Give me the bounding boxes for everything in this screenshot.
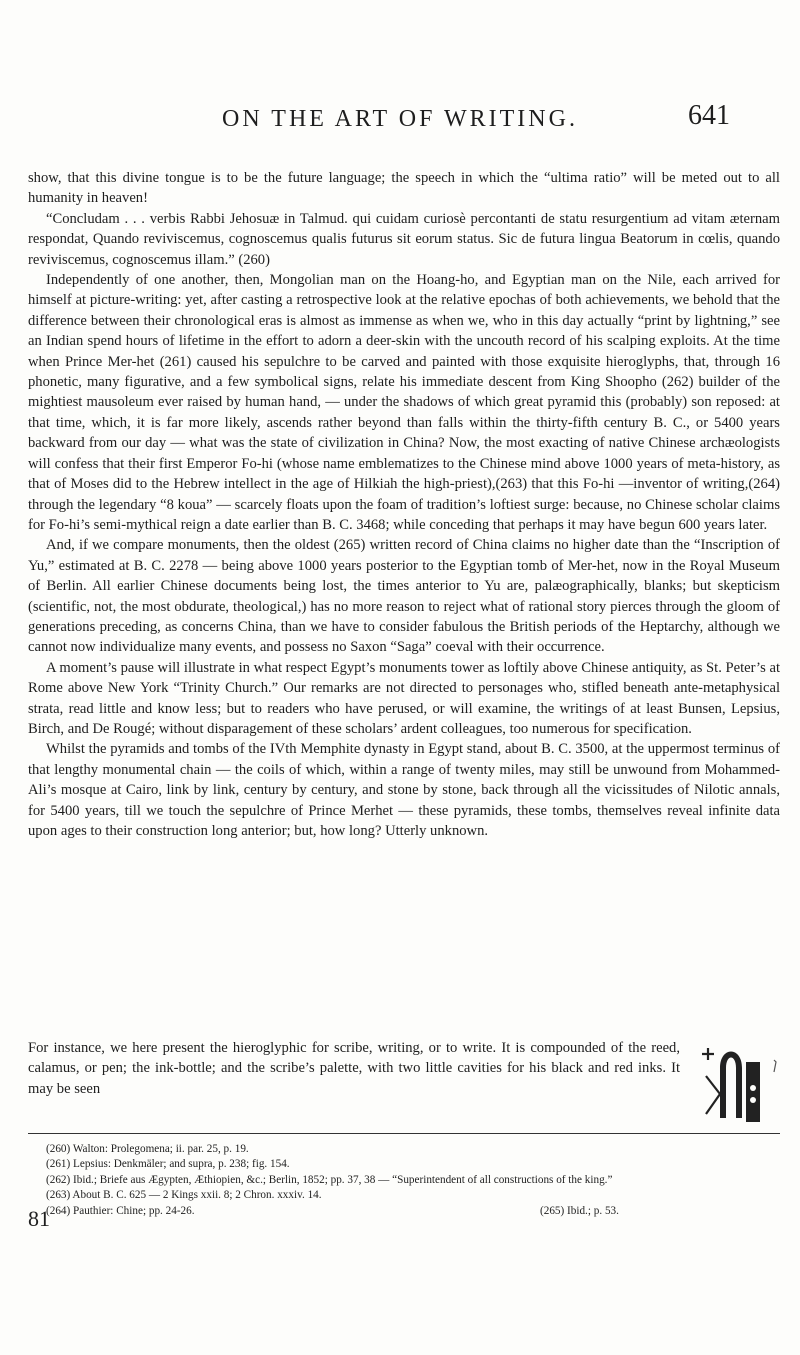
paragraph: Whilst the pyramids and tombs of the IVth Memphite dynasty in Egypt stand, about B. C. 3500, at the uppermost terminus of that lengthy monumental chain — the coils of which, within a range of twenty miles, may still be unwound from Mohammed-Ali’s mosque at Cairo, link by link, century by century, and stone by stone, back through all the vicissitudes of Nilotic annals, for 5400 years, till we touch the sepulchre of Prince Merhet — these pyramids, these tombs, themselves reveal infinite data upon ages to their construction long anterior; but, how long? Utterly unknown. xyxy=(28,741,780,839)
paragraph: Independently of one another, then, Mongolian man on the Hoang-ho, and Egyptian man on the Nile, each arrived for himself at picture-writing: yet, after casting a retrospective look at the relative epochas of both achievements, we behold that the difference between their chronological eras is almost as immense as when we, who in this day actually “print by lightning,” see an Indian spend hours of lifetime in the effort to adorn a deer-skin with the uncouth record of his scalping exploits. At the time when Prince Mer-het (261) caused his sepulchre to be carved and painted with those exquisite hieroglyphs, that, through 16 phonetic, many figurative, and a few symbolical signs, relate his immediate descent from King Shoopho (262) builder of the mightiest mausoleum ever raised by human hand, — under the shadows of which great pyramid this (probably) son reposed: at that time, which, it is far more likely, ascends rather beyond than falls within the thirty-fifth century B. C., or 5400 years backward from our day — what was the state of civilization in China? Now, the most exacting of native Chinese archæologists will confess that their first Emperor Fo-hi (whose name emblematizes to the Chinese mind above 1000 years of meta-history, as that of Moses did to the Hebrew intellect in the age of Hilkiah the high-priest),(263) that this Fo-hi —inventor of writing,(264) through the legendary “8 koua” — scarcely floats upon the foam of tradition’s loftiest surge: because, no Chinese scholar claims for Fo-hi’s semi-mythical reign a date earlier than B. C. 3468; while conceding that perhaps it may have begun 600 years later. xyxy=(28,272,780,533)
paragraph: For instance, we here present the hieroglyphic for scribe, writing, or to write. It is compounded of the reed, calamus, or pen; the ink-bottle; and the scribe’s palette, with two little cavities for his black and red inks. It may be seen xyxy=(28,1040,680,1097)
paragraph: show, that this divine tongue is to be the future language; the speech in which the “ultima ratio” will be meted out to all humanity in heaven! xyxy=(28,170,780,207)
latin-quote-paragraph: “Concludam . . . verbis Rabbi Jehosuæ in Talmud. qui cuidam curiosè percontanti de statu resurgentium ad vitam æternam respondat, Quando reviviscemus, cognoscemus qualis futurus sit eorum status. Sic de futura lingua Beatorum in cœlis, quando reviviscemus, cognoscemus illam.” (260) xyxy=(28,210,780,268)
footnote: (263) About B. C. 625 — 2 Kings xxii. 8; 2 Chron. xxxiv. 14. xyxy=(46,1189,322,1202)
bracket-mark xyxy=(774,1060,776,1072)
footnote: (261) Lepsius: Denkmäler; and supra, p. 238; fig. 154. xyxy=(46,1158,290,1171)
running-head-title: ON THE ART OF WRITING. xyxy=(222,106,578,132)
footnote: (264) Pauthier: Chine; pp. 24-26. xyxy=(46,1204,195,1217)
page-number: 641 xyxy=(688,100,730,131)
footnote-row xyxy=(28,1204,780,1219)
footnote-rule xyxy=(28,1133,780,1134)
footnote: (260) Walton: Prolegomena; ii. par. 25, p. 19. xyxy=(46,1143,249,1155)
scribe-palette-glyph xyxy=(746,1062,760,1122)
ink-bottle-glyph xyxy=(720,1052,742,1119)
footnotes xyxy=(28,1142,780,1219)
body-text xyxy=(28,168,780,841)
scribe-hieroglyph-figure xyxy=(686,1042,782,1126)
reed-stroke-glyph xyxy=(706,1076,720,1114)
paragraph: A moment’s pause will illustrate in what respect Egypt’s monuments tower as loftily above Chinese antiquity, as St. Peter’s at Rome above New York “Trinity Church.” Our remarks are not directed to personages who, stifled beneath ante-metaphysical strata, read little and know less; but to readers who have perused, or will examine, the writings of at least Bunsen, Lepsius, Birch, and De Rougé; without disparagement of these scholars’ ardent colleagues, too numerous for specification. xyxy=(28,659,780,737)
footnote: (265) Ibid.; p. 53. xyxy=(540,1204,619,1217)
hieroglyph-paragraph xyxy=(28,1038,780,1099)
signature-mark: 81 xyxy=(28,1206,50,1231)
running-head xyxy=(0,100,800,140)
paragraph: And, if we compare monuments, then the oldest (265) written record of China claims no higher date than the “Inscription of Yu,” estimated at B. C. 2278 — being above 1000 years posterior to the Egyptian tomb of Mer-het, now in the Royal Museum of Berlin. All earlier Chinese documents being lost, the times anterior to Yu are, palæographically, blanks; but skepticism (scientific, not, the most obdurate, theological,) has no more reason to reject what of rational story pierces through the gloom of generations preceding, as concerns China, than we have to consider fabulous the British periods of the Heptarchy, although we cannot now individualize many events, and possess no Saxon “Saga” coeval with their occurrence. xyxy=(28,537,780,656)
reed-pen-glyph xyxy=(702,1048,714,1060)
footnote: (262) Ibid.; Briefe aus Ægypten, Æthiopien, &c.; Berlin, 1852; pp. 37, 38 — “Superintendent of all constructions of the king.” xyxy=(46,1173,613,1186)
